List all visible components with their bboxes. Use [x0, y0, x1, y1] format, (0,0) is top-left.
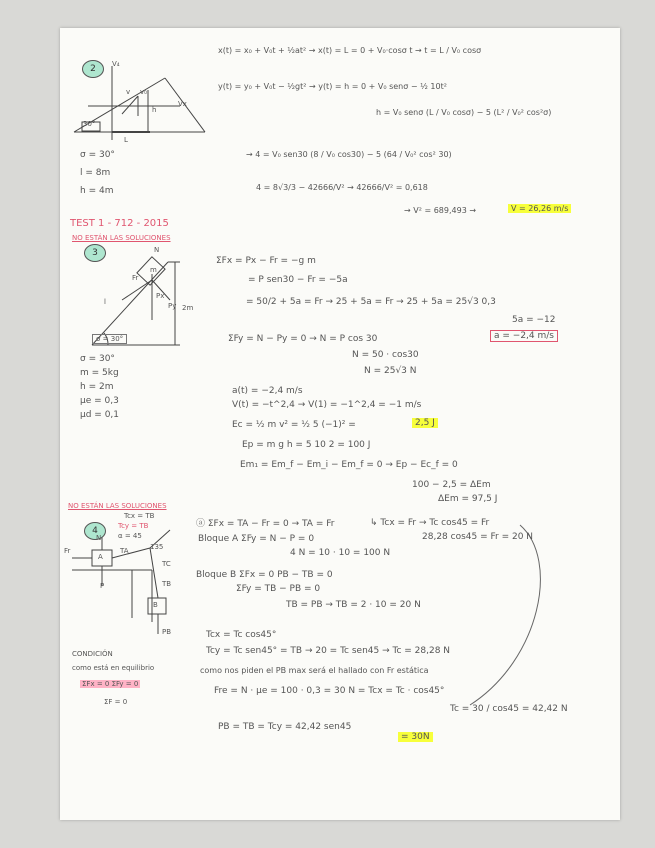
label-b: B: [153, 601, 158, 609]
label-h: h: [152, 106, 157, 114]
eq3-sumfx: ΣFx = Px − Fr = −g m: [216, 256, 316, 266]
eq4-tcx: Tcx = Tc cos45°: [206, 630, 277, 640]
label-px: Px: [156, 292, 165, 300]
annotation-arrow: [470, 525, 540, 705]
label-fr3: Fr: [132, 274, 139, 282]
eq4-sumfx-a: ⓐ ΣFx = TA − Fr = 0 → TA = Fr: [196, 519, 335, 529]
eq-4-substituted: → 4 = V₀ sen30 (8 / V₀ cos30) − 5 (64 / V₀² cos² 30): [246, 150, 452, 159]
test-note: NO ESTÁN LAS SOLUCIONES: [72, 234, 171, 242]
label-n4: N: [96, 534, 102, 542]
label-135: 135: [150, 543, 164, 551]
label-l3: l: [104, 298, 106, 306]
label-v: v: [126, 88, 131, 96]
given3-h: h = 2m: [80, 382, 114, 392]
label-alpha: α = 45: [118, 532, 142, 540]
eq-h-substituted: h = V₀ senσ (L / V₀ cosσ) − 5 (L² / V₀² cos²σ): [376, 108, 552, 117]
eq4-fre: Fre = N · μe = 100 · 0,3 = 30 N = Tcx = Tc · cos45°: [214, 686, 445, 696]
eq3-psen30: = P sen30 − Fr = −5a: [248, 275, 348, 285]
eq3-ep: Ep = m g h = 5 10 2 = 100 J: [242, 440, 371, 450]
eq4-sumfy-b: ΣFy = TB − PB = 0: [236, 584, 321, 594]
given3-mud: μd = 0,1: [80, 410, 120, 420]
label-n3: N: [154, 246, 160, 254]
problem-number-4: 4: [84, 522, 106, 540]
label-a: A: [98, 553, 103, 561]
label-tc: TC: [162, 560, 171, 568]
label-vx: Vx: [178, 100, 187, 108]
condition-sumf: ΣF = 0: [104, 698, 128, 706]
eq3-ec: Ec = ½ m v² = ½ 5 (−1)² =: [232, 420, 356, 430]
eq-v-squared: → V² = 689,493 →: [404, 206, 477, 215]
label-tb: TB: [162, 580, 172, 588]
eq3-delta-em: ΔEm = 97,5 J: [438, 494, 498, 504]
px-arrow: [122, 280, 152, 300]
eq3-5a: 5a = −12: [512, 315, 556, 325]
label-angle-incline: σ = 30°: [92, 334, 127, 344]
label-v0: v₀: [140, 88, 147, 96]
eq4-tcx-fr: ↳ Tcx = Fr → Tc cos45 = Fr: [370, 518, 490, 528]
given-sigma: σ = 30°: [80, 150, 115, 160]
answer3-ec: 2,5 J: [412, 418, 438, 428]
label-m: m: [150, 266, 157, 274]
given3-sigma: σ = 30°: [80, 354, 115, 364]
note-4: NO ESTÁN LAS SOLUCIONES: [68, 502, 167, 510]
label-ta: TA: [120, 547, 129, 555]
eq4-tc-value: Tc = 30 / cos45 = 42,42 N: [450, 704, 568, 714]
eq3-sumfy: ΣFy = N − Py = 0 → N = P cos 30: [228, 334, 378, 344]
label-tcx: Tcx = TB: [124, 512, 155, 520]
condition-equilibrium: como está en equilibrio: [72, 664, 155, 672]
eq3-em: Em₁ = Em_f − Em_i − Em_f = 0 → Ep − Ec_f = 0: [240, 460, 458, 470]
answer4-pb: = 30N: [398, 732, 433, 742]
condition-title: CONDICIÓN: [72, 650, 113, 658]
eq-x-of-t: x(t) = x₀ + V₀t + ½at² → x(t) = L = 0 + V₀·cosσ t → t = L / V₀ cosσ: [218, 46, 482, 55]
rope-a: [112, 548, 150, 558]
label-angle-30: 30°: [83, 120, 96, 128]
label-fr4: Fr: [64, 547, 71, 555]
problem-number-3: 3: [84, 244, 106, 262]
test-title: TEST 1 - 712 - 2015: [70, 218, 169, 229]
given-l: l = 8m: [80, 168, 111, 178]
eq3-n-cos30: N = 50 · cos30: [352, 350, 419, 360]
eq3-a-of-t: a(t) = −2,4 m/s: [232, 386, 303, 396]
eq-solve-v: 4 = 8√3/3 − 42666/V² → 42666/V² = 0,618: [256, 183, 428, 192]
given-h: h = 4m: [80, 186, 114, 196]
eq4-sumfx-b: Bloque B ΣFx = 0 PB − TB = 0: [196, 570, 333, 580]
eq3-v-of-t: V(t) = −t^2,4 → V(1) = −1^2,4 = −1 m/s: [232, 400, 422, 410]
eq4-pb: PB = TB = Tcy = 42,42 sen45: [218, 722, 352, 732]
eq4-tcy: Tcy = Tc sen45° = TB → 20 = Tc sen45 → Tc = 28,28 N: [206, 646, 451, 656]
label-vy: V₄: [112, 60, 120, 68]
given3-m: m = 5kg: [80, 368, 119, 378]
eq4-sumfy-a: Bloque A ΣFy = N − P = 0: [198, 534, 315, 544]
eq-y-of-t: y(t) = y₀ + V₀t − ½gt² → y(t) = h = 0 + V₀ senσ − ½ 10t²: [218, 82, 447, 91]
rope-b: [150, 548, 158, 598]
eq3-delta: 100 − 2,5 = ΔEm: [412, 480, 491, 490]
answer-velocity: V = 26,26 m/s: [508, 204, 571, 213]
label-pb: PB: [162, 628, 172, 636]
label-2m: 2m: [182, 304, 194, 312]
problem-number-2: 2: [82, 60, 104, 78]
eq4-tb-value: TB = PB → TB = 2 · 10 = 20 N: [286, 600, 421, 610]
answer3-a: a = −2,4 m/s: [490, 330, 558, 342]
label-py: Py: [168, 302, 177, 310]
eq4-fr-value: 28,28 cos45 = Fr = 20 N: [422, 532, 534, 542]
eq3-solve-fr: = 50/2 + 5a = Fr → 25 + 5a = Fr → 25 + 5a = 25√3 0,3: [246, 297, 496, 307]
label-l: L: [124, 136, 128, 144]
eq4-n: 4 N = 10 · 10 = 100 N: [290, 548, 391, 558]
condition-sums: ΣFx = 0 ΣFy = 0: [82, 680, 139, 688]
eq3-n-value: N = 25√3 N: [364, 366, 417, 376]
given3-mue: μe = 0,3: [80, 396, 119, 406]
eq4-comment: como nos piden el PB max será el hallado con Fr estática: [200, 666, 429, 675]
label-p4: P: [100, 582, 105, 590]
label-tcy: Tcy = TB: [118, 522, 149, 530]
